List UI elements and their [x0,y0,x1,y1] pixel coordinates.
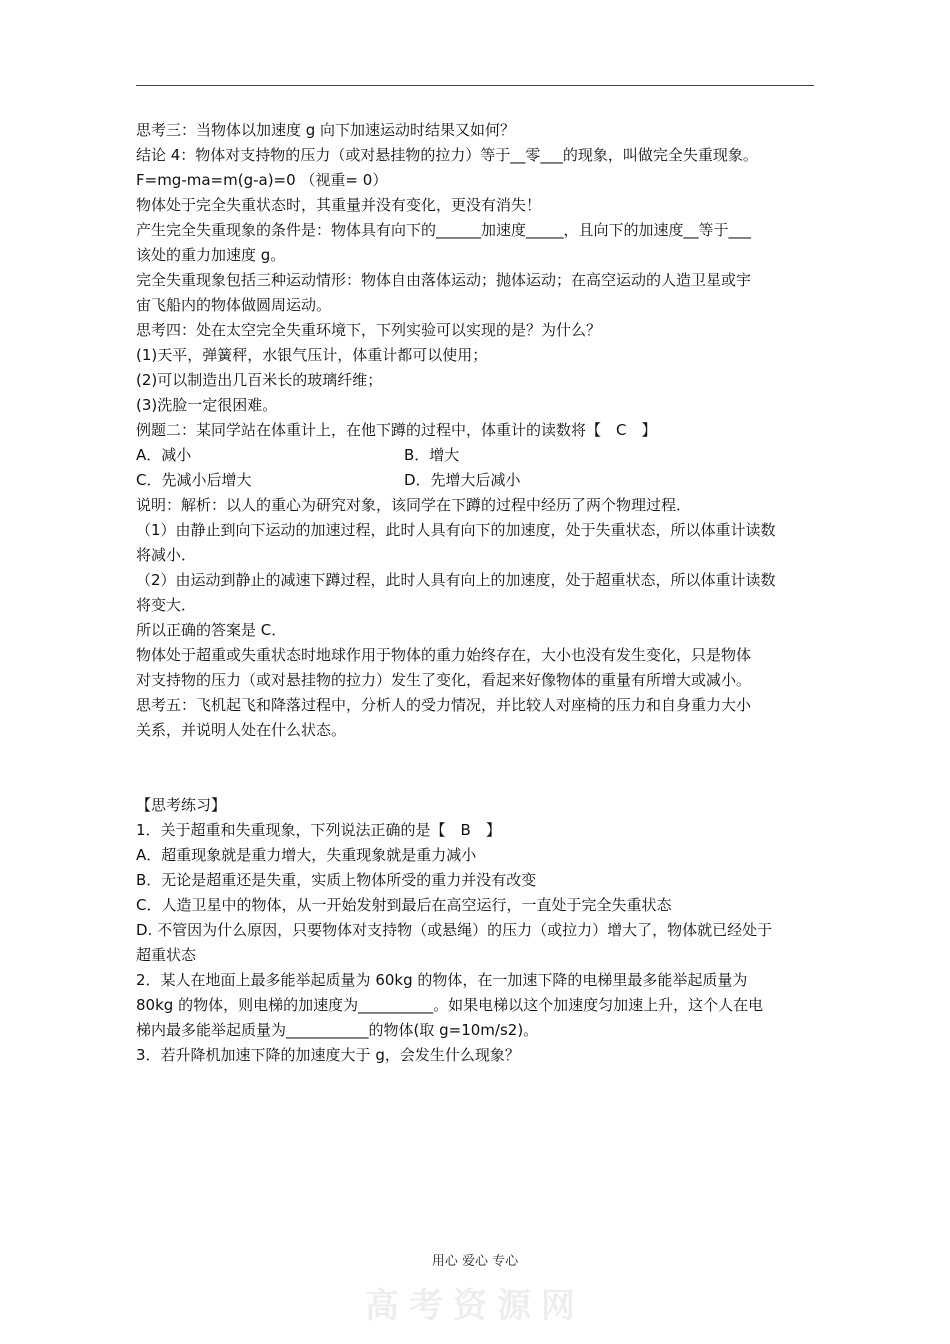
text-line: (2)可以制造出几百米长的玻璃纤维； [136,371,383,389]
option-c: C．先减小后增大 [136,471,252,489]
q1-option-b: B．无论是超重还是失重，实质上物体所受的重力并没有改变 [136,871,537,889]
page-footer: 用心 爱心 专心 [431,1254,519,1269]
example-two: 例题二：某同学站在体重计上，在他下蹲的过程中，体重计的读数将【 C 】 [136,421,657,439]
text-line: 产生完全失重现象的条件是：物体具有向下的______加速度_____，且向下的加速度__等于___ [136,221,752,239]
option-b: B．增大 [404,446,460,464]
document-body [136,118,820,1068]
text-line: 对支持物的压力（或对悬挂物的拉力）发生了变化，看起来好像物体的重量有所增大或减小。 [136,671,752,689]
answer-line: 所以正确的答案是 C． [136,621,287,639]
text-line: 宙飞船内的物体做圆周运动。 [136,296,332,314]
spacer [136,743,820,793]
text-line: 梯内最多能举起质量为___________的物体(取 g=10m/s2)。 [136,1021,539,1039]
text-line: （1）由静止到向下运动的加速过程，此时人具有向下的加速度，处于失重状态，所以体重计读数 [136,521,776,539]
question-2: 2．某人在地面上最多能举起质量为 60kg 的物体，在一加速下降的电梯里最多能举起质量为 [136,971,748,989]
option-d: D．先增大后减小 [404,471,521,489]
text-line: （2）由运动到静止的减速下蹲过程，此时人具有向上的加速度，处于超重状态，所以体重计读数 [136,571,776,589]
text-line: (1)天平，弹簧秤，水银气压计，体重计都可以使用； [136,346,488,364]
options-row-1 [136,443,820,468]
think-five: 思考五：飞机起飞和降落过程中，分析人的受力情况，并比较人对座椅的压力和自身重力大小 [136,696,752,714]
q1-option-d: D. 不管因为什么原因，只要物体对支持物（或悬绳）的压力（或拉力）增大了，物体就已经处于 [136,921,773,939]
formula-line: F=mg-ma=m(g-a)=0 （视重= 0） [136,171,388,189]
options-row-2 [136,468,820,493]
practice-heading: 【思考练习】 [136,796,227,814]
text-line: 关系，并说明人处在什么状态。 [136,721,347,739]
text-line: (3)洗脸一定很困难。 [136,396,278,414]
text-line: 物体处于超重或失重状态时地球作用于物体的重力始终存在，大小也没有发生变化，只是物体 [136,646,752,664]
watermark: 高考资源网 [365,1286,585,1326]
text-line: 该处的重力加速度 g。 [136,246,286,264]
conclusion-4: 结论 4：物体对支持物的压力（或对悬挂物的拉力）等于__零___的现象，叫做完全失重现象。 [136,146,758,164]
text-line: 完全失重现象包括三种运动情形：物体自由落体运动；抛体运动；在高空运动的人造卫星或宇 [136,271,752,289]
text-line: 将变大． [136,596,197,614]
text-line: 物体处于完全失重状态时，其重量并没有变化，更没有消失！ [136,196,542,214]
explanation: 说明：解析：以人的重心为研究对象，该同学在下蹲的过程中经历了两个物理过程． [136,496,692,514]
header-rule [136,85,814,86]
option-a: A．减小 [136,446,192,464]
question-1: 1．关于超重和失重现象，下列说法正确的是【 B 】 [136,821,501,839]
text-line: 将减小． [136,546,197,564]
text-line: 80kg 的物体，则电梯的加速度为__________。如果电梯以这个加速度匀加速上升，这个人在电 [136,996,764,1014]
think-three: 思考三：当物体以加速度 g 向下加速运动时结果又如何？ [136,121,516,139]
text-line: 超重状态 [136,946,197,964]
q1-option-a: A．超重现象就是重力增大，失重现象就是重力减小 [136,846,477,864]
q1-option-c: C．人造卫星中的物体，从一开始发射到最后在高空运行，一直处于完全失重状态 [136,896,672,914]
think-four: 思考四：处在太空完全失重环境下，下列实验可以实现的是？为什么？ [136,321,602,339]
question-3: 3．若升降机加速下降的加速度大于 g，会发生什么现象？ [136,1046,520,1064]
